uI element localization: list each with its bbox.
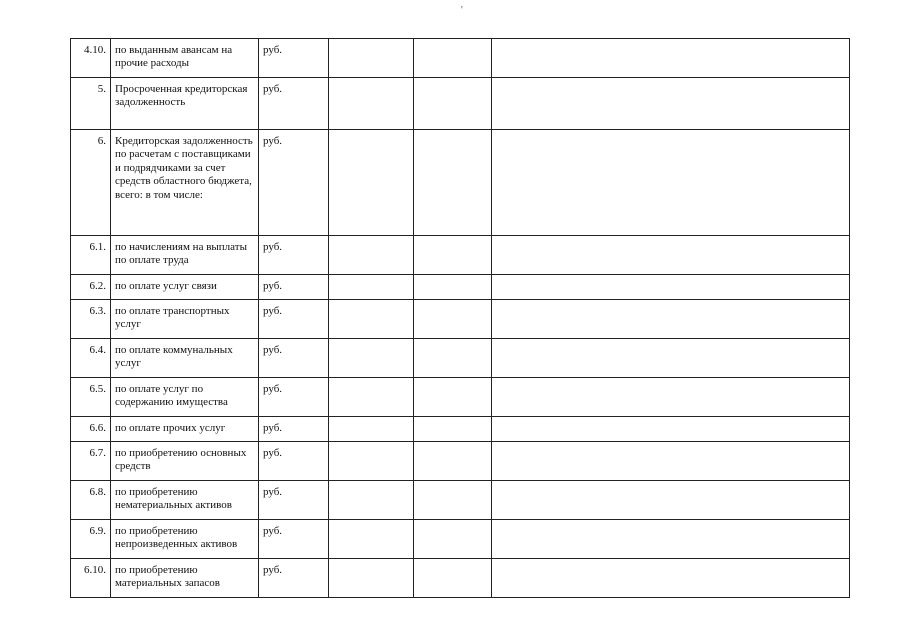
row-name: по приобретению материальных запасов	[111, 559, 259, 598]
page-mark: '	[461, 5, 463, 16]
table-row	[71, 39, 850, 78]
table-row	[71, 130, 850, 236]
row-number: 6.8.	[71, 481, 111, 520]
row-value-cell-3	[492, 481, 850, 520]
row-value-cell-2	[414, 378, 492, 417]
row-value-cell-1	[329, 481, 414, 520]
table-row	[71, 300, 850, 339]
row-number: 6.9.	[71, 520, 111, 559]
row-value-cell-3	[492, 442, 850, 481]
row-value-cell-3	[492, 236, 850, 275]
row-value-cell-3	[492, 39, 850, 78]
row-value-cell-2	[414, 417, 492, 442]
row-unit: руб.	[259, 378, 329, 417]
row-value-cell-2	[414, 275, 492, 300]
row-value-cell-2	[414, 339, 492, 378]
row-value-cell-2	[414, 78, 492, 130]
table-row	[71, 275, 850, 300]
row-number: 6.3.	[71, 300, 111, 339]
row-unit: руб.	[259, 442, 329, 481]
row-name: по оплате прочих услуг	[111, 417, 259, 442]
row-value-cell-3	[492, 300, 850, 339]
report-table	[70, 38, 850, 598]
row-value-cell-2	[414, 39, 492, 78]
row-unit: руб.	[259, 236, 329, 275]
row-value-cell-1	[329, 275, 414, 300]
row-unit: руб.	[259, 39, 329, 78]
row-number: 6.1.	[71, 236, 111, 275]
row-unit: руб.	[259, 559, 329, 598]
row-value-cell-1	[329, 378, 414, 417]
row-value-cell-3	[492, 417, 850, 442]
table-row	[71, 559, 850, 598]
row-value-cell-1	[329, 130, 414, 236]
row-value-cell-2	[414, 481, 492, 520]
row-value-cell-1	[329, 300, 414, 339]
row-value-cell-3	[492, 520, 850, 559]
row-name: по оплате транспортных услуг	[111, 300, 259, 339]
row-name: по приобретению непроизведенных активов	[111, 520, 259, 559]
row-value-cell-3	[492, 559, 850, 598]
row-number: 6.	[71, 130, 111, 236]
report-table-body	[71, 39, 850, 598]
row-name: по приобретению нематериальных активов	[111, 481, 259, 520]
row-name: Просроченная кредиторская задолженность	[111, 78, 259, 130]
row-name: по приобретению основных средств	[111, 442, 259, 481]
row-number: 6.10.	[71, 559, 111, 598]
row-value-cell-1	[329, 559, 414, 598]
row-value-cell-2	[414, 236, 492, 275]
row-unit: руб.	[259, 339, 329, 378]
row-value-cell-3	[492, 378, 850, 417]
row-unit: руб.	[259, 417, 329, 442]
row-name: по оплате услуг по содержанию имущества	[111, 378, 259, 417]
row-unit: руб.	[259, 520, 329, 559]
row-number: 6.7.	[71, 442, 111, 481]
row-value-cell-2	[414, 300, 492, 339]
table-row	[71, 339, 850, 378]
row-value-cell-1	[329, 236, 414, 275]
row-value-cell-1	[329, 339, 414, 378]
row-value-cell-2	[414, 559, 492, 598]
row-name: по оплате коммунальных услуг	[111, 339, 259, 378]
row-name: по начислениям на выплаты по оплате труда	[111, 236, 259, 275]
table-row	[71, 520, 850, 559]
row-unit: руб.	[259, 130, 329, 236]
row-name: по выданным авансам на прочие расходы	[111, 39, 259, 78]
table-row	[71, 442, 850, 481]
row-value-cell-1	[329, 417, 414, 442]
row-value-cell-1	[329, 520, 414, 559]
table-row	[71, 481, 850, 520]
row-value-cell-2	[414, 442, 492, 481]
row-value-cell-3	[492, 78, 850, 130]
row-number: 5.	[71, 78, 111, 130]
row-name: по оплате услуг связи	[111, 275, 259, 300]
row-value-cell-2	[414, 130, 492, 236]
row-number: 6.2.	[71, 275, 111, 300]
row-number: 6.5.	[71, 378, 111, 417]
table-row	[71, 78, 850, 130]
table-row	[71, 236, 850, 275]
row-unit: руб.	[259, 275, 329, 300]
row-unit: руб.	[259, 481, 329, 520]
row-unit: руб.	[259, 78, 329, 130]
row-value-cell-1	[329, 78, 414, 130]
row-value-cell-1	[329, 39, 414, 78]
row-value-cell-3	[492, 339, 850, 378]
row-name: Кредиторская задолженность по расчетам с поставщиками и подрядчиками за счет средств областного бюджета, всего: в том числе:	[111, 130, 259, 236]
row-number: 6.6.	[71, 417, 111, 442]
row-unit: руб.	[259, 300, 329, 339]
row-value-cell-3	[492, 130, 850, 236]
table-row	[71, 417, 850, 442]
row-value-cell-2	[414, 520, 492, 559]
row-number: 6.4.	[71, 339, 111, 378]
row-value-cell-3	[492, 275, 850, 300]
row-number: 4.10.	[71, 39, 111, 78]
row-value-cell-1	[329, 442, 414, 481]
table-row	[71, 378, 850, 417]
